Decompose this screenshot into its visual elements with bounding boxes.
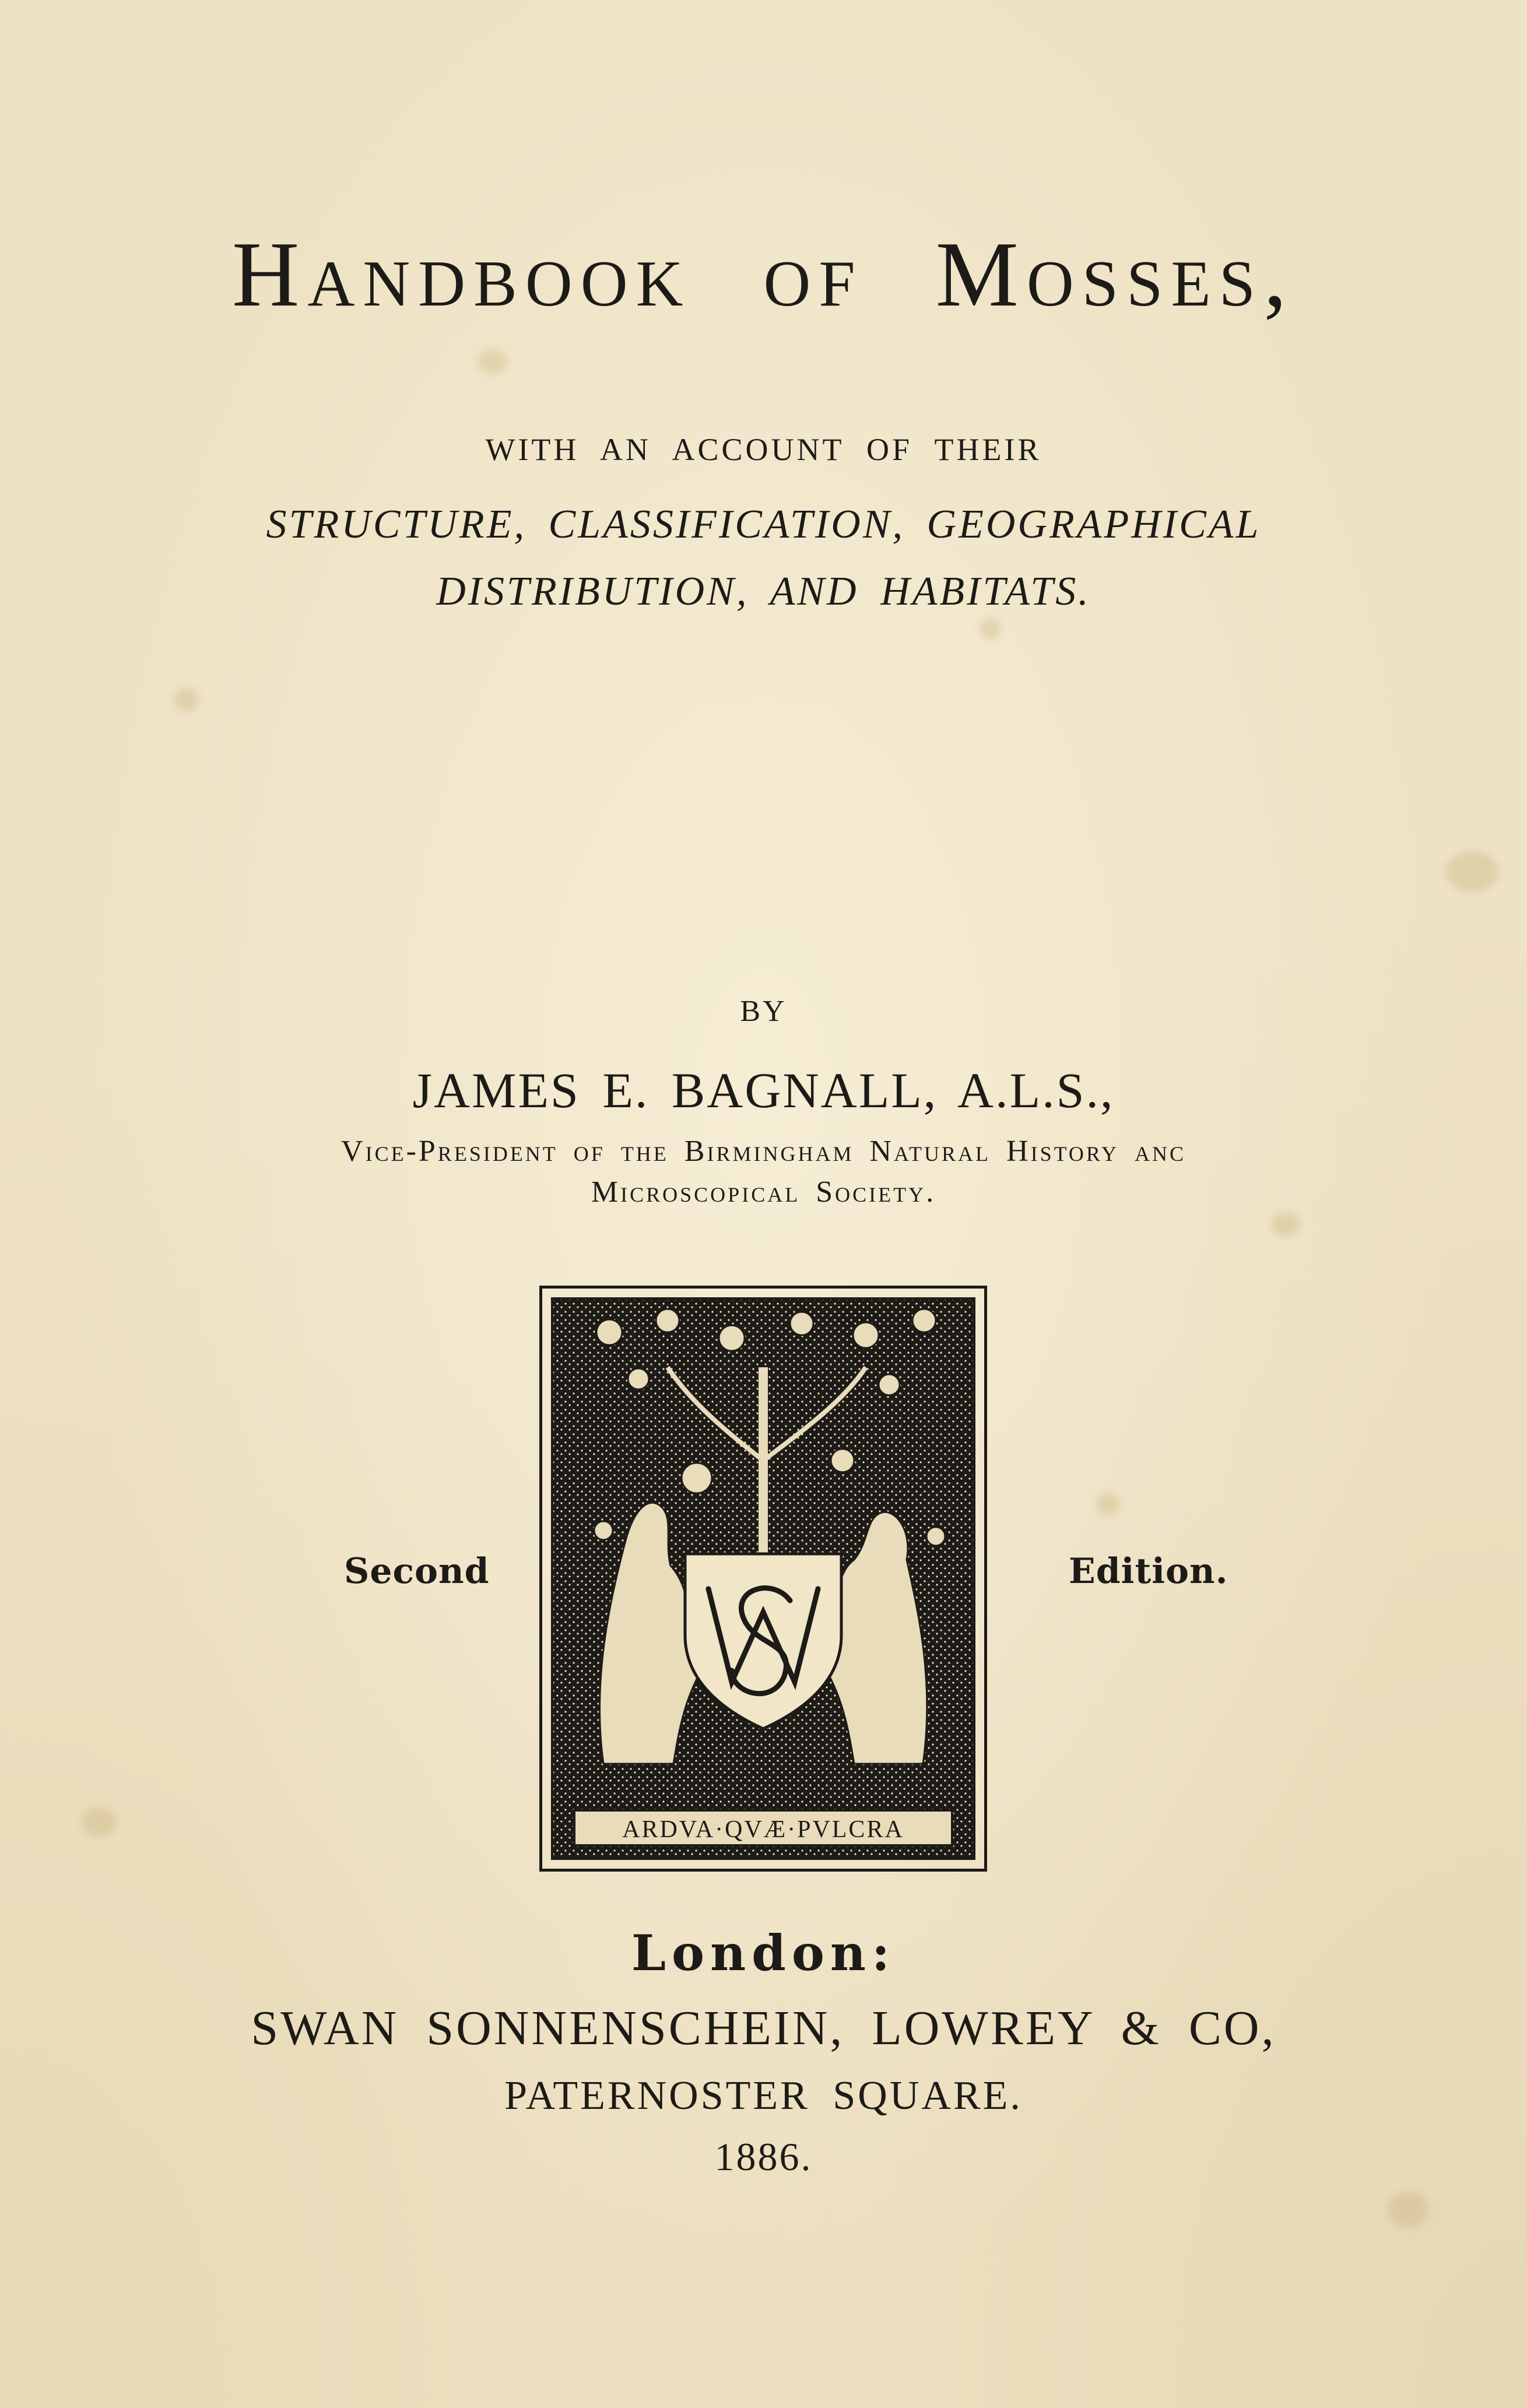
subjects-line-2: DISTRIBUTION, AND HABITATS. <box>436 569 1091 614</box>
author-role-line-1: Vice-President of the Birmingham Natural History anc <box>341 1135 1186 1168</box>
imprint-address: PATERNOSTER SQUARE. <box>504 2073 1023 2118</box>
emblem-motto: ARDVA·QVÆ·PVLCRA <box>622 1816 904 1843</box>
subtitle: WITH AN ACCOUNT OF THEIR <box>485 432 1042 467</box>
foxing-spot <box>1446 851 1498 892</box>
foxing-spot <box>175 688 198 711</box>
author-role-line-2: Microscopical Society. <box>591 1175 936 1209</box>
by-label: BY <box>740 995 787 1028</box>
edition-label-left: Second <box>344 1551 490 1592</box>
book-title: Handbook of Mosses, <box>231 222 1296 326</box>
imprint-year: 1886. <box>714 2135 813 2179</box>
imprint-city: London: <box>631 1924 896 1982</box>
foxing-spot <box>82 1807 117 1837</box>
edition-label-right: Edition. <box>1069 1551 1228 1592</box>
imprint-publisher: SWAN SONNENSCHEIN, LOWREY & CO, <box>251 2001 1276 2055</box>
foxing-spot <box>980 618 1001 639</box>
foxing-spot <box>478 350 507 373</box>
publisher-emblem-icon <box>539 1286 987 1872</box>
subjects-line-1: STRUCTURE, CLASSIFICATION, GEOGRAPHICAL <box>266 502 1261 547</box>
foxing-spot <box>1388 2192 1428 2227</box>
foxing-spot <box>1096 1493 1119 1516</box>
author-name: JAMES E. BAGNALL, A.L.S., <box>412 1062 1115 1118</box>
foxing-spot <box>1271 1213 1300 1236</box>
